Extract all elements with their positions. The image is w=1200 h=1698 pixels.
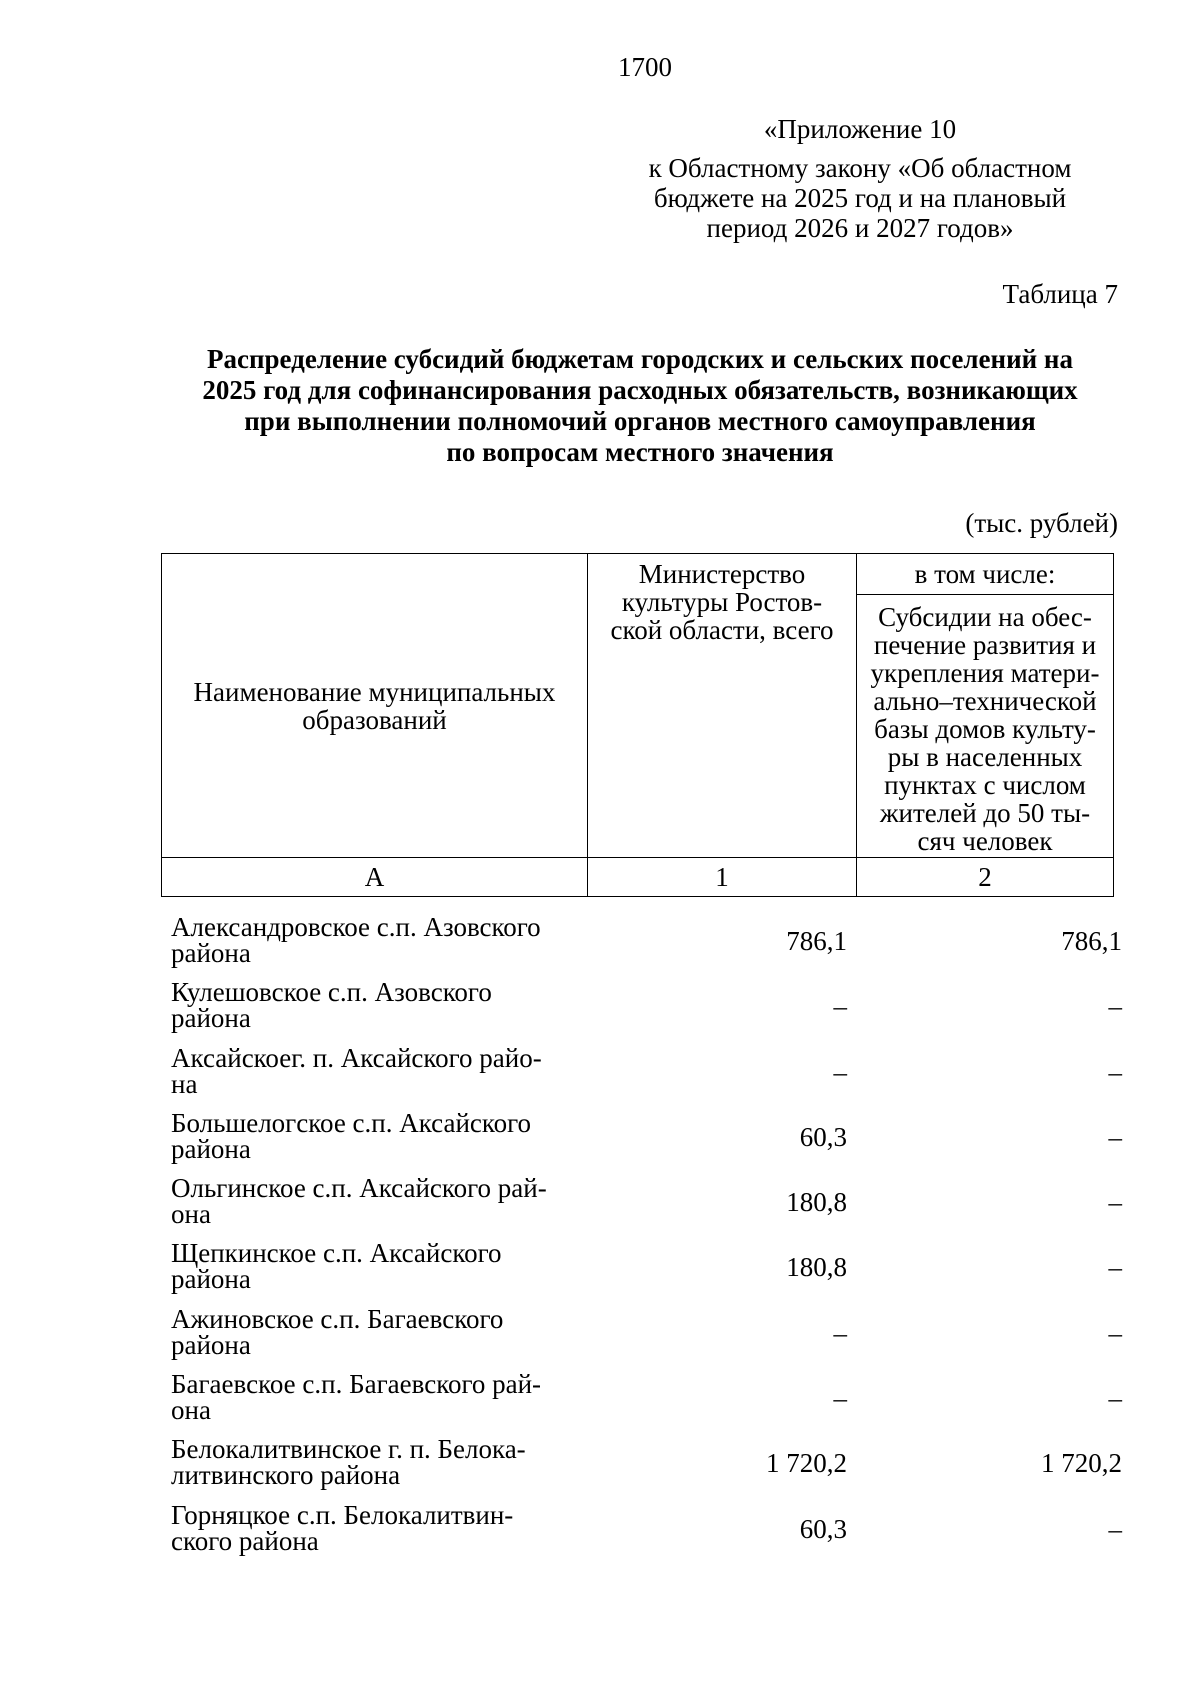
table-row (171, 1175, 1122, 1240)
header-subsidy-line: Субсидии на обес- (878, 602, 1092, 632)
row-subsidy: – (1108, 1252, 1122, 1283)
header-subsidy-line: укрепления матери- (870, 658, 1100, 688)
row-subsidy: 786,1 (1061, 926, 1122, 956)
column-index-cell: А (162, 858, 588, 897)
header-total-line: Министерство (638, 559, 806, 589)
row-subsidy: – (1108, 991, 1122, 1022)
title-line: 2025 год для софинансирования расходных обязательств, возникающих (202, 375, 1078, 405)
row-subsidy: – (1108, 1513, 1122, 1544)
table-row (171, 1499, 1122, 1567)
appendix-reference-line: период 2026 и 2027 годов» (706, 213, 1014, 243)
row-name-line: Горняцкое с.п. Белокалитвин- (171, 1499, 514, 1530)
row-total: – (833, 1317, 847, 1348)
appendix-reference-line: бюджете на 2025 год и на плановый (653, 183, 1067, 213)
row-name (171, 1042, 581, 1110)
table-row (171, 1042, 1122, 1110)
header-total-line: ской области, всего (610, 615, 834, 645)
row-name-line: Ажиновское с.п. Багаевского (171, 1303, 504, 1334)
row-subsidy: – (1108, 1121, 1122, 1152)
column-index-cell: 2 (857, 858, 1114, 897)
title-line: Распределение субсидий бюджетам городских и сельских поселений на (207, 344, 1073, 374)
appendix-block (600, 114, 1120, 243)
row-name-line: литвинского района (171, 1460, 401, 1491)
row-name-line: Ольгинское с.п. Аксайского рай- (171, 1173, 547, 1204)
header-total-cell (588, 554, 857, 858)
row-name (171, 1175, 581, 1240)
row-name-line: Большелогское с.п. Аксайского (171, 1107, 532, 1138)
table-body (171, 914, 1122, 1567)
header-name-line: образований (302, 704, 447, 735)
row-name (171, 1436, 581, 1501)
document-title (160, 344, 1120, 468)
header-including-cell: в том числе: (857, 554, 1114, 595)
row-subsidy: – (1108, 1383, 1122, 1414)
table-row (171, 1371, 1122, 1436)
row-name-line: она (171, 1395, 211, 1426)
row-name (171, 1240, 581, 1305)
header-subsidy-line: ально–технической (873, 686, 1097, 716)
row-name-line: района (171, 1003, 251, 1034)
header-subsidy-line: ры в населенных (887, 742, 1083, 772)
row-name-line: Белокалитвинское г. п. Белока- (171, 1434, 526, 1465)
header-subsidy-line: базы домов культу- (874, 714, 1096, 744)
title-line: по вопросам местного значения (446, 437, 834, 467)
row-name-line: района (171, 938, 251, 968)
row-total: – (833, 1383, 847, 1414)
row-total: 1 720,2 (766, 1448, 847, 1479)
row-name (171, 1499, 581, 1567)
row-total: – (833, 1056, 847, 1087)
row-name (171, 1371, 581, 1436)
row-name (171, 1107, 581, 1175)
units-note: (тыс. рублей) (965, 508, 1118, 538)
row-name (171, 1303, 581, 1371)
header-subsidy-line: сяч человек (917, 826, 1053, 856)
row-name-line: ского района (171, 1525, 319, 1556)
table-row (171, 914, 1122, 979)
table-row (171, 1303, 1122, 1371)
row-total: – (833, 991, 847, 1022)
row-name-line: Александровское с.п. Азовского (171, 912, 541, 942)
table-header (161, 553, 1114, 897)
row-name-line: района (171, 1133, 251, 1164)
table-row (171, 979, 1122, 1044)
row-subsidy: 1 720,2 (1041, 1448, 1122, 1479)
row-name-line: Щепкинское с.п. Аксайского (171, 1238, 502, 1269)
appendix-title: «Приложение 10 (763, 114, 957, 144)
header-subsidy-cell (857, 595, 1114, 858)
row-total: 180,8 (786, 1252, 847, 1283)
row-total: 786,1 (786, 926, 847, 956)
title-line: при выполнении полномочий органов местного самоуправления (244, 406, 1036, 436)
row-name-line: района (171, 1264, 251, 1295)
header-total-line: культуры Ростов- (621, 587, 823, 617)
row-subsidy: – (1108, 1317, 1122, 1348)
row-total: 180,8 (786, 1187, 847, 1218)
header-subsidy-line: пунктах с числом (884, 770, 1086, 800)
row-total: 60,3 (799, 1513, 847, 1544)
header-subsidy-line: печение развития и (873, 630, 1097, 660)
header-name-cell (162, 554, 588, 858)
row-name-line: Аксайскоег. п. Аксайского райо- (171, 1042, 542, 1073)
page-number: 1700 (618, 52, 672, 82)
row-name-line: Кулешовское с.п. Азовского (171, 977, 492, 1008)
row-name (171, 914, 581, 979)
row-name-line: Багаевское с.п. Багаевского рай- (171, 1369, 542, 1400)
appendix-reference (600, 153, 1120, 243)
row-total: 60,3 (799, 1121, 847, 1152)
table-row (171, 1436, 1122, 1501)
header-name-line: Наименование муниципальных (193, 676, 556, 707)
header-subsidy-line: жителей до 50 ты- (879, 798, 1091, 828)
row-subsidy: – (1108, 1056, 1122, 1087)
table-row (171, 1107, 1122, 1175)
row-name-line: она (171, 1199, 211, 1230)
appendix-reference-line: к Областному закону «Об областном (648, 153, 1072, 183)
column-index-cell: 1 (588, 858, 857, 897)
row-name-line: на (171, 1068, 198, 1099)
table-label: Таблица 7 (1002, 279, 1118, 309)
row-name (171, 979, 581, 1044)
row-name-line: района (171, 1329, 251, 1360)
table-row (171, 1240, 1122, 1305)
row-subsidy: – (1108, 1187, 1122, 1218)
